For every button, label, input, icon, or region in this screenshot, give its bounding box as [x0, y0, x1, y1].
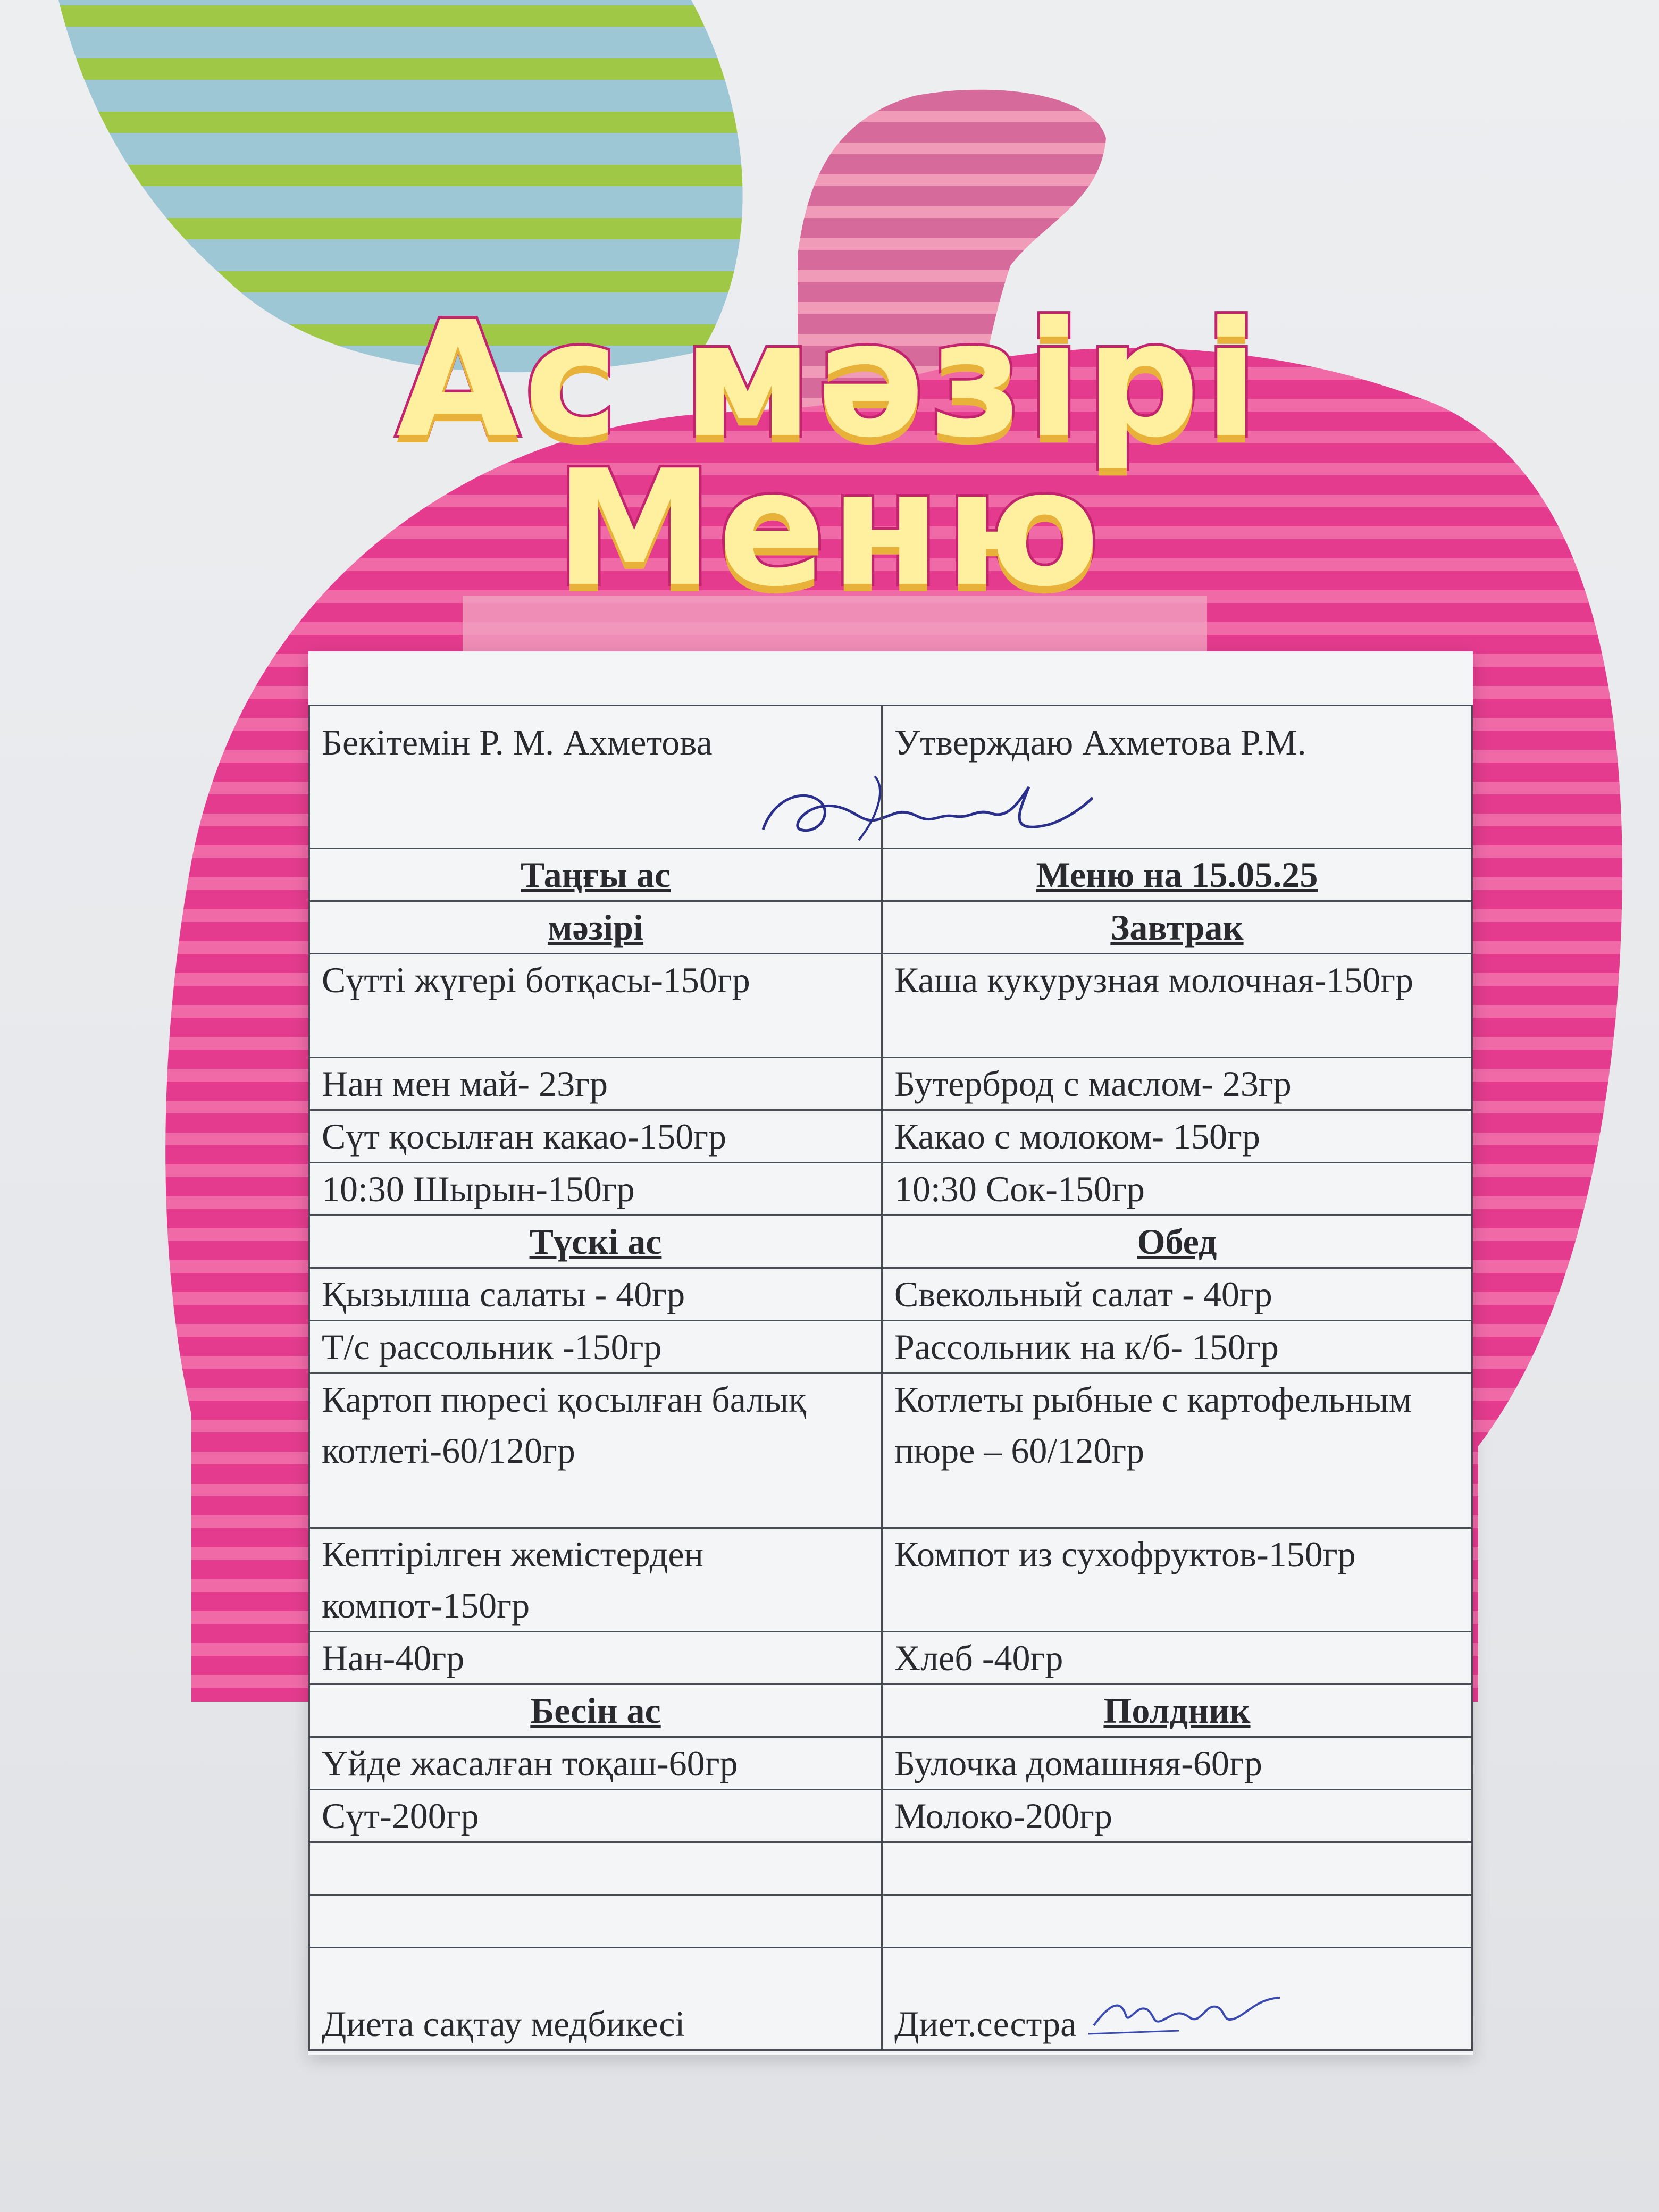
- menu-item-kz: 10:30 Шырын-150гр: [309, 1163, 882, 1216]
- menu-item-ru: Булочка домашняя-60гр: [882, 1737, 1472, 1790]
- menu-sheet: [308, 651, 1473, 2055]
- menu-table: [308, 705, 1473, 2051]
- menu-item-kz: Нан-40гр: [309, 1632, 882, 1685]
- signature-row: [309, 1948, 1472, 2050]
- menu-item-kz: Үйде жасалған тоқаш-60гр: [309, 1737, 882, 1790]
- table-row: [309, 1058, 1472, 1110]
- menu-item-ru: Рассольник на к/б- 150гр: [882, 1321, 1472, 1373]
- table-row: [309, 1373, 1472, 1528]
- breakfast-header-ru: Завтрак: [882, 901, 1472, 954]
- menu-item-kz: Т/с рассольник -150гр: [309, 1321, 882, 1373]
- menu-item-kz: Сүт-200гр: [309, 1790, 882, 1842]
- poster-title-russian: Меню: [555, 436, 1104, 622]
- menu-item-ru: Какао с молоком- 150гр: [882, 1110, 1472, 1163]
- nurse-signature-icon: [1088, 1988, 1291, 2036]
- menu-item-kz: Сүт қосылған какао-150гр: [309, 1110, 882, 1163]
- table-row: [309, 1737, 1472, 1790]
- menu-item-kz: Сүтті жүгері ботқасы-150гр: [309, 954, 882, 1058]
- empty-row: [309, 1895, 1472, 1948]
- menu-item-ru: Молоко-200гр: [882, 1790, 1472, 1842]
- footer-left: Диета сақтау медбикесі: [309, 1948, 882, 2050]
- menu-item-ru: Каша кукурузная молочная-150гр: [882, 954, 1472, 1058]
- menu-item-ru: Компот из сухофруктов-150гр: [882, 1528, 1472, 1632]
- breakfast-header-kz-1: Таңғы ас: [309, 849, 882, 901]
- empty-row: [309, 1842, 1472, 1895]
- breakfast-header-kz-2: мәзірі: [309, 901, 882, 954]
- menu-item-ru: Свекольный салат - 40гр: [882, 1268, 1472, 1321]
- poster-title-kazakh: Ас мәзірі: [396, 287, 1263, 473]
- menu-date-header: Меню на 15.05.25: [882, 849, 1472, 901]
- header-row: [309, 1685, 1472, 1737]
- menu-item-kz: Қызылша салаты - 40гр: [309, 1268, 882, 1321]
- lunch-header-ru: Обед: [882, 1216, 1472, 1268]
- menu-item-ru: Бутерброд с маслом- 23гр: [882, 1058, 1472, 1110]
- menu-item-ru: Котлеты рыбные с картофельным пюре – 60/120гр: [882, 1373, 1472, 1528]
- menu-item-kz: Кептірілген жемістерден компот-150гр: [309, 1528, 882, 1632]
- table-row: [309, 1268, 1472, 1321]
- header-row: [309, 901, 1472, 954]
- table-row: [309, 954, 1472, 1058]
- table-row: [309, 1110, 1472, 1163]
- table-row: [309, 1790, 1472, 1842]
- snack-header-ru: Полдник: [882, 1685, 1472, 1737]
- footer-right-cell: [882, 1948, 1472, 2050]
- approval-left: Бекітемін Р. М. Ахметова: [309, 706, 882, 849]
- approval-row: [309, 706, 1472, 849]
- snack-header-kz: Бесін ас: [309, 1685, 882, 1737]
- table-row: [309, 1528, 1472, 1632]
- menu-item-kz: Нан мен май- 23гр: [309, 1058, 882, 1110]
- header-row: [309, 849, 1472, 901]
- footer-right: Диет.сестра: [894, 2004, 1077, 2044]
- approval-right: Утверждаю Ахметова Р.М.: [882, 706, 1472, 849]
- header-row: [309, 1216, 1472, 1268]
- menu-item-kz: Картоп пюресі қосылған балық котлеті-60/120гр: [309, 1373, 882, 1528]
- table-row: [309, 1163, 1472, 1216]
- table-row: [309, 1321, 1472, 1373]
- lunch-header-kz: Түскі ас: [309, 1216, 882, 1268]
- table-row: [309, 1632, 1472, 1685]
- menu-item-ru: Хлеб -40гр: [882, 1632, 1472, 1685]
- menu-item-ru: 10:30 Сок-150гр: [882, 1163, 1472, 1216]
